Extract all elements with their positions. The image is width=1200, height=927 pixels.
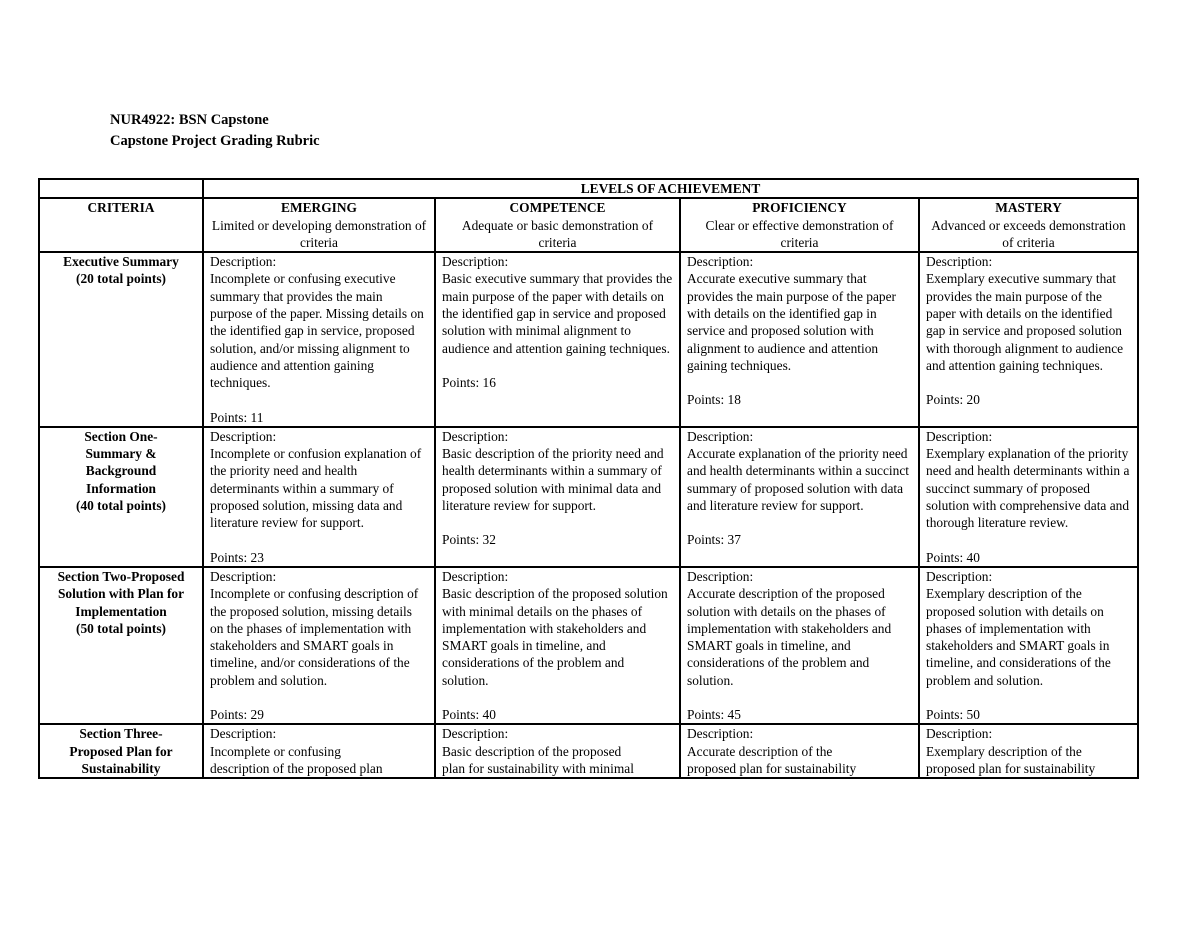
rubric-body	[39, 252, 1138, 778]
cell-description: Description: Accurate explanation of the priority need and health determinants within a succinct summary of proposed solution with data and literature review for support.	[687, 428, 909, 514]
criteria-heading: CRITERIA	[87, 200, 155, 216]
cell-description: Description: Accurate executive summary that provides the main purpose of the paper with details on the identified gap in service and proposed solution with alignment to audience and attention gaining techniques.	[687, 254, 896, 373]
levels-heading: LEVELS OF ACHIEVEMENT	[203, 179, 1138, 198]
level-heading-proficiency	[680, 198, 919, 252]
table-row	[39, 427, 1138, 567]
rubric-cell	[435, 427, 680, 567]
rubric-cell	[680, 724, 919, 778]
empty-corner-cell	[39, 179, 203, 198]
rubric-cell	[919, 724, 1138, 778]
cell-description: Description: Exemplary description of the proposed solution with details on phases of implementation with stakeholders and SMART goals in timeline, and considerations of the problem and solution.	[926, 568, 1111, 688]
level-title: PROFICIENCY	[752, 200, 847, 216]
column-header-row	[39, 198, 1138, 252]
cell-description: Description: Basic description of the proposed solution with minimal details on the phases of implementation with stakeholders and SMART goals in timeline, and considerations of the problem and solution.	[442, 568, 668, 688]
level-subtitle: Advanced or exceeds demonstration of criteria	[931, 217, 1126, 250]
rubric-cell	[203, 724, 435, 778]
rubric-cell	[435, 252, 680, 427]
cell-points: Points: 50	[926, 707, 980, 723]
rubric-table	[38, 178, 1139, 779]
table-row	[39, 567, 1138, 724]
level-heading-emerging	[203, 198, 435, 252]
level-title: COMPETENCE	[509, 200, 606, 216]
cell-points: Points: 40	[926, 549, 980, 565]
rubric-cell	[919, 567, 1138, 724]
rubric-cell	[680, 427, 919, 567]
cell-points: Points: 40	[442, 707, 496, 723]
cell-description: Description: Exemplary explanation of the priority need and health determinants within a succinct summary of proposed solution with comprehensive data and thorough literature review.	[926, 428, 1130, 531]
level-heading-mastery	[919, 198, 1138, 252]
cell-points: Points: 45	[687, 707, 741, 723]
cell-points: Points: 37	[687, 532, 741, 548]
rubric-cell	[919, 427, 1138, 567]
criteria-cell: Section Two-Proposed Solution with Plan for Implementation (50 total points)	[39, 567, 203, 724]
rubric-cell	[203, 427, 435, 567]
level-title: EMERGING	[281, 200, 357, 216]
cell-points: Points: 16	[442, 374, 496, 390]
cell-description: Description: Basic description of the priority need and health determinants within a summary of proposed solution with minimal data and literature review for support.	[442, 428, 664, 514]
rubric-cell	[203, 567, 435, 724]
cell-points: Points: 20	[926, 392, 980, 408]
criteria-cell: Section Three- Proposed Plan for Sustainability	[39, 724, 203, 778]
cell-points: Points: 18	[687, 392, 741, 408]
criteria-cell: Executive Summary (20 total points)	[39, 252, 203, 427]
rubric-cell	[680, 567, 919, 724]
cell-description: Description: Exemplary description of the proposed plan for sustainability	[926, 726, 1096, 776]
cell-description: Description: Incomplete or confusing description of the proposed plan	[210, 726, 383, 776]
cell-description: Description: Basic executive summary that provides the main purpose of the paper with details on the identified gap in service and proposed solution with minimal alignment to audience and attention gaining techniques.	[442, 254, 673, 356]
rubric-cell	[435, 567, 680, 724]
cell-points: Points: 23	[210, 549, 264, 565]
criteria-cell: Section One- Summary & Background Information (40 total points)	[39, 427, 203, 567]
rubric-cell	[680, 252, 919, 427]
levels-heading-row	[39, 179, 1138, 198]
table-row	[39, 252, 1138, 427]
cell-description: Description: Accurate description of the proposed solution with details on the phases of implementation with stakeholders and SMART goals in timeline, and considerations of the problem and solution.	[687, 568, 892, 688]
cell-description: Description: Incomplete or confusion explanation of the priority need and health determinants within a summary of proposed solution, missing data and literature review for support.	[210, 428, 422, 531]
level-subtitle: Adequate or basic demonstration of criteria	[461, 217, 654, 250]
table-row	[39, 724, 1138, 778]
cell-description: Description: Accurate description of the proposed plan for sustainability	[687, 726, 857, 776]
cell-points: Points: 11	[210, 409, 264, 425]
rubric-cell	[203, 252, 435, 427]
document-header	[110, 110, 320, 152]
cell-points: Points: 32	[442, 532, 496, 548]
cell-description: Description: Basic description of the proposed plan for sustainability with minimal	[442, 726, 634, 776]
cell-points: Points: 29	[210, 707, 264, 723]
level-title: MASTERY	[995, 200, 1062, 216]
rubric-cell	[919, 252, 1138, 427]
level-heading-competence	[435, 198, 680, 252]
document-title: Capstone Project Grading Rubric	[110, 133, 320, 149]
criteria-heading-cell	[39, 198, 203, 252]
cell-description: Description: Incomplete or confusing executive summary that provides the main purpose of the paper. Missing details on the identified gap in service, proposed solution, and/or missing alignment to audience and attention gaining techniques.	[210, 254, 424, 391]
level-subtitle: Clear or effective demonstration of criteria	[705, 217, 894, 250]
course-title: NUR4922: BSN Capstone	[110, 112, 269, 128]
cell-description: Description: Incomplete or confusing description of the proposed solution, missing details on the phases of implementation with stakeholders and SMART goals in timeline, and/or considerations of the problem and solution.	[210, 568, 419, 688]
level-subtitle: Limited or developing demonstration of criteria	[211, 217, 427, 250]
cell-description: Description: Exemplary executive summary that provides the main purpose of the paper with details on the identified gap in service and proposed solution with thorough alignment to audience and attention gaining techniques.	[926, 254, 1124, 373]
rubric-cell	[435, 724, 680, 778]
